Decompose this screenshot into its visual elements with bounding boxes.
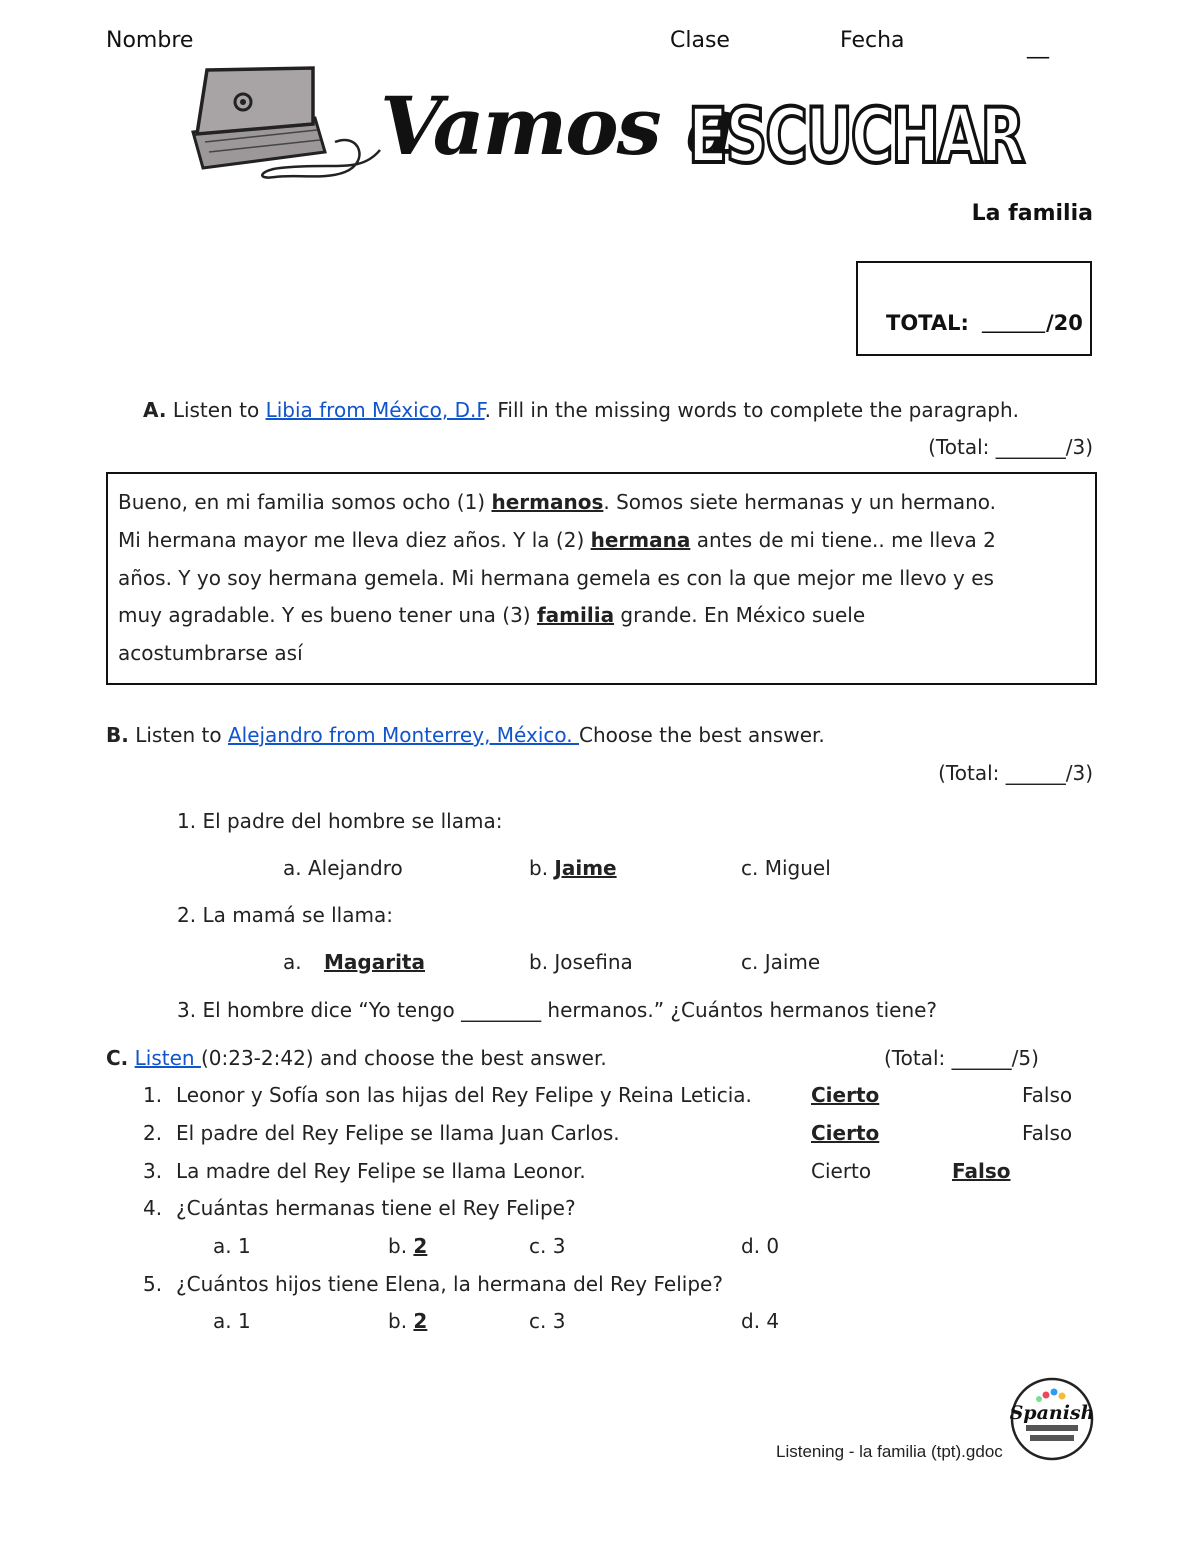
section-b-letter: B. <box>106 723 129 747</box>
banner-block-text: ESCUCHAR <box>688 91 1025 180</box>
paragraph-text: . Somos siete hermanas y un hermano. <box>603 490 996 514</box>
section-b-instructions <box>106 723 825 747</box>
banner-script-text: Vamos a <box>380 79 736 173</box>
paragraph-line-1 <box>118 484 1085 522</box>
c-item-2-text: El padre del Rey Felipe se llama Juan Carlos. <box>176 1121 620 1145</box>
c-q4-option-a: a. 1 <box>213 1234 251 1258</box>
b-q1-option-a: a. Alejandro <box>283 856 403 880</box>
c-q4-option-b <box>388 1234 427 1258</box>
clase-label: Clase <box>670 28 730 53</box>
laptop-icon <box>193 68 380 178</box>
footer-filename: Listening - la familia (tpt).gdoc <box>776 1442 1003 1461</box>
section-c-instructions <box>106 1046 607 1070</box>
b-question-2: 2. La mamá se llama: <box>177 903 393 927</box>
b-q1-option-b <box>529 856 617 880</box>
b-q1-answer: Jaime <box>554 856 617 880</box>
c-q4-option-d: d. 0 <box>741 1234 780 1258</box>
c-item-1-cierto: Cierto <box>811 1083 880 1107</box>
section-b-pre: Listen to <box>135 723 222 747</box>
paragraph-text: antes de mi tiene.. me lleva 2 <box>690 527 996 552</box>
c-item-3-cierto: Cierto <box>811 1159 872 1183</box>
paragraph-text: Mi hermana mayor me lleva diez años. Y la (2) <box>118 527 591 552</box>
section-a-paragraph-box <box>106 472 1097 685</box>
section-a-letter: A. <box>143 398 167 422</box>
b-q2-option-c: c. Jaime <box>741 950 821 974</box>
section-a-post: . Fill in the missing words to complete the paragraph. <box>484 398 1020 422</box>
c-q5-option-d: d. 4 <box>741 1309 780 1333</box>
section-a-pre: Listen to <box>172 398 260 422</box>
c-q4-option-c: c. 3 <box>529 1234 566 1258</box>
c-item-5-number: 5. <box>143 1272 163 1296</box>
vamos-a-escuchar-banner <box>185 62 1030 187</box>
b-q2-option-b: b. Josefina <box>529 950 633 974</box>
spanish-logo-seal <box>1008 1377 1096 1461</box>
b-question-1: 1. El padre del hombre se llama: <box>177 809 503 833</box>
libia-audio-link[interactable]: Libia from México, D.F <box>265 398 485 422</box>
alejandro-audio-link[interactable]: Alejandro from Monterrey, México. <box>227 723 579 747</box>
paragraph-line-5: acostumbrarse así <box>118 641 303 666</box>
page-subtitle: La familia <box>971 201 1093 226</box>
c-q4-answer: 2 <box>413 1234 428 1258</box>
b-q2-answer: Magarita <box>324 950 425 974</box>
c-item-2-falso: Falso <box>1022 1121 1073 1145</box>
option-label: b. <box>388 1309 414 1333</box>
section-b-post: Choose the best answer. <box>578 723 825 747</box>
section-c-letter: C. <box>106 1046 129 1070</box>
c-item-3-text: La madre del Rey Felipe se llama Leonor. <box>176 1159 586 1183</box>
c-q5-option-c: c. 3 <box>529 1309 566 1333</box>
c-item-2-number: 2. <box>143 1121 163 1145</box>
c-item-2-cierto: Cierto <box>811 1121 880 1145</box>
total-score-box <box>856 261 1092 356</box>
answer-2: hermana <box>590 527 691 552</box>
c-item-4-number: 4. <box>143 1196 163 1220</box>
b-question-3: 3. El hombre dice “Yo tengo ________ hermanos.” ¿Cuántos hermanos tiene? <box>177 998 938 1022</box>
section-c-total: (Total: ______/5) <box>884 1046 1039 1070</box>
section-b-total: (Total: ______/3) <box>938 761 1093 785</box>
c-item-4-text: ¿Cuántas hermanas tiene el Rey Felipe? <box>176 1196 576 1220</box>
c-item-1-falso: Falso <box>1022 1083 1073 1107</box>
section-c-post: (0:23-2:42) and choose the best answer. <box>200 1046 607 1070</box>
c-item-1-text: Leonor y Sofía son las hijas del Rey Felipe y Reina Leticia. <box>176 1083 752 1107</box>
fecha-blank: __ <box>1027 34 1049 59</box>
nombre-label: Nombre <box>106 28 194 53</box>
total-label: TOTAL: <box>886 311 969 335</box>
paragraph-line-3: años. Y yo soy hermana gemela. Mi hermana gemela es con la que mejor me llevo y es <box>118 565 994 590</box>
total-blank: ______ <box>982 309 1045 333</box>
b-q2-option-a-label: a. <box>283 950 302 974</box>
c-item-3-number: 3. <box>143 1159 163 1183</box>
option-label: b. <box>529 856 555 880</box>
c-q5-option-a: a. 1 <box>213 1309 251 1333</box>
answer-1: hermanos <box>491 490 604 514</box>
answer-3: familia <box>536 603 615 628</box>
paragraph-text: muy agradable. Y es bueno tener una (3) <box>118 603 537 628</box>
paragraph-text: Bueno, en mi familia somos ocho (1) <box>118 490 492 514</box>
section-a-instructions <box>143 398 1019 422</box>
paragraph-text: grande. En México suele <box>614 603 866 628</box>
c-item-3-falso: Falso <box>952 1159 1011 1183</box>
c-q5-answer: 2 <box>413 1309 428 1333</box>
listen-video-link[interactable]: Listen <box>134 1046 201 1070</box>
seal-text: Spanish <box>1009 1402 1095 1424</box>
c-item-1-number: 1. <box>143 1083 163 1107</box>
paragraph-line-2 <box>118 522 1085 560</box>
paragraph-line-4 <box>118 597 1085 635</box>
section-a-total: (Total: _______/3) <box>928 435 1093 459</box>
c-item-5-text: ¿Cuántos hijos tiene Elena, la hermana del Rey Felipe? <box>176 1272 723 1296</box>
option-label: b. <box>388 1234 414 1258</box>
b-q1-option-c: c. Miguel <box>741 856 831 880</box>
total-max: /20 <box>1046 311 1083 335</box>
c-q5-option-b <box>388 1309 427 1333</box>
fecha-label: Fecha <box>840 28 905 53</box>
